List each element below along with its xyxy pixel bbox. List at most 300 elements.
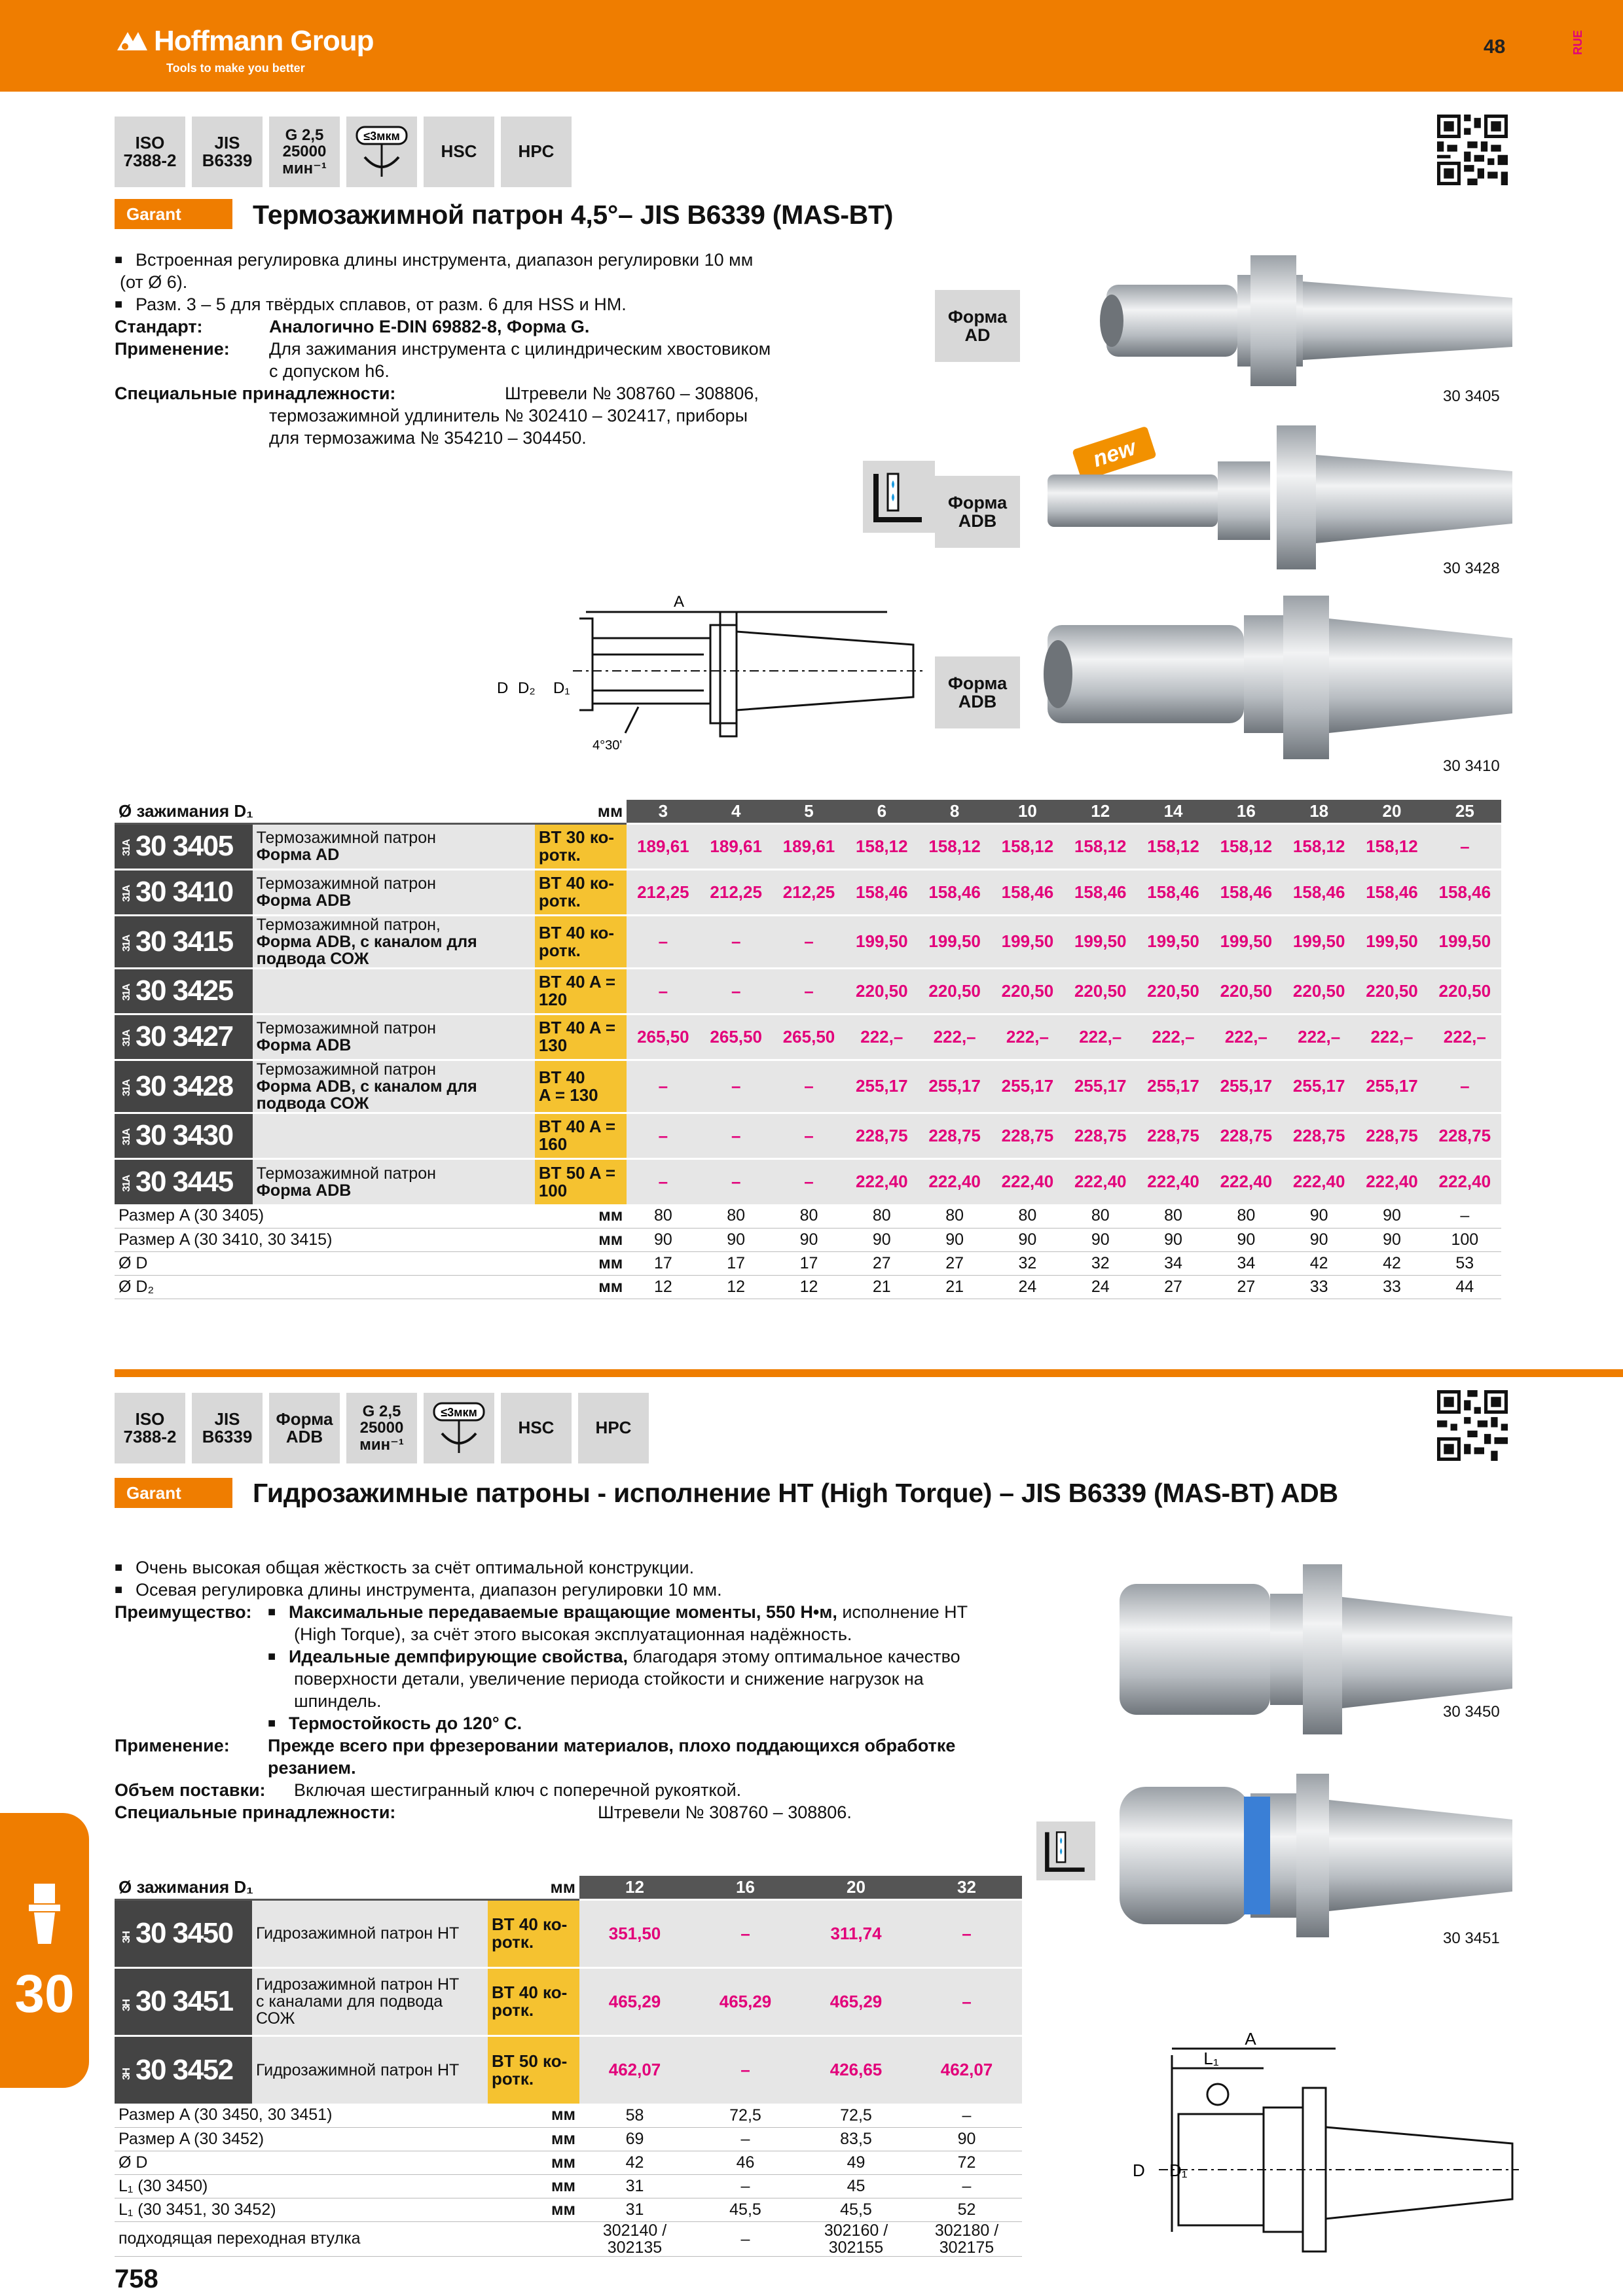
price-cell: 220,50	[1064, 968, 1137, 1014]
price-cell: –	[773, 1113, 845, 1158]
price-cell: 351,50	[579, 1899, 690, 1967]
price-cell: 255,17	[845, 1060, 918, 1113]
dimension-unit: мм	[488, 2127, 579, 2151]
dimension-value: 80	[1064, 1204, 1137, 1228]
size-col-header: 14	[1137, 800, 1209, 823]
price-cell: 199,50	[1137, 915, 1209, 968]
size-col-header: 25	[1429, 800, 1501, 823]
price-cell: 158,12	[991, 823, 1064, 869]
spec-badges-2	[115, 1393, 649, 1463]
dimension-value: 69	[579, 2127, 690, 2151]
table-row	[115, 1113, 1501, 1158]
product-image-303405	[1093, 236, 1512, 412]
price-cell: –	[627, 1158, 699, 1204]
dimension-value: 12	[700, 1275, 773, 1299]
dimension-value: 12	[627, 1275, 699, 1299]
dimension-value: –	[690, 2221, 801, 2256]
price-cell: 158,12	[1137, 823, 1209, 869]
price-cell: 228,75	[1210, 1113, 1283, 1158]
taper-spec: BT 40 A = 130	[535, 1060, 627, 1113]
dimension-row	[115, 1251, 1501, 1275]
application2-label: Применение:	[115, 1736, 230, 1755]
price-cell: 220,50	[1210, 968, 1283, 1014]
badge-runout	[346, 117, 417, 187]
price-cell: 222,40	[1429, 1158, 1501, 1204]
price-cell: –	[1429, 1060, 1501, 1113]
price-cell: –	[700, 1060, 773, 1113]
page-number-bottom: 758	[115, 2265, 158, 2293]
page-header	[0, 0, 1623, 92]
badge2-iso: ISO 7388-2	[115, 1393, 185, 1463]
clamp-diameter-label-2: Ø зажимания D₁	[115, 1876, 488, 1899]
price-cell: –	[911, 1967, 1022, 2036]
article-description: Гидрозажимной патрон HT	[252, 2036, 488, 2104]
badge2-balance: G 2,5 25000 мин⁻¹	[346, 1393, 417, 1463]
dim-d-label: D	[497, 679, 509, 697]
price-cell: 222,40	[991, 1158, 1064, 1204]
angle-label: 4°30'	[593, 738, 623, 753]
article-number[interactable]	[115, 1060, 253, 1113]
article-prefix: 31A	[121, 886, 132, 903]
price-cell: 255,17	[1283, 1060, 1355, 1113]
article-prefix: 3H	[121, 2068, 132, 2081]
price-cell: 158,46	[845, 869, 918, 915]
part-label-303410: 30 3410	[1443, 757, 1500, 775]
adv2-bold: Идеальные демпфирующие свойства,	[289, 1647, 628, 1666]
size-col-header: 18	[1283, 800, 1355, 823]
table-row	[115, 1014, 1501, 1060]
price-cell: 228,75	[1429, 1113, 1501, 1158]
price-cell: –	[911, 1899, 1022, 1967]
section2-description	[115, 1556, 1044, 1823]
price-cell: 158,46	[1283, 869, 1355, 915]
desc-line: Термозажимной патрон	[256, 829, 436, 847]
badge-balance: G 2,5 25000 мин⁻¹	[269, 117, 340, 187]
price-cell: 158,46	[1429, 869, 1501, 915]
article-prefix: 31A	[121, 935, 132, 952]
article-code: 30 3428	[136, 1069, 233, 1102]
delivery-label: Объем поставки:	[115, 1780, 266, 1800]
dimension-value: 90	[1210, 1228, 1283, 1251]
adv2-cont-2: шпиндель.	[294, 1691, 382, 1711]
dimension-value: 24	[1064, 1275, 1137, 1299]
language-code: RUE	[1571, 29, 1584, 55]
article-code: 30 3425	[136, 975, 233, 1007]
part-label-303450: 30 3450	[1443, 1703, 1500, 1721]
price-cell: 222,–	[1355, 1014, 1428, 1060]
dimension-value: 72	[911, 2151, 1022, 2174]
article-number[interactable]	[115, 1899, 252, 1967]
price-cell: 222,–	[1283, 1014, 1355, 1060]
dimension-value: 34	[1137, 1251, 1209, 1275]
article-description: Гидрозажимной патрон HT с каналами для подвода СОЖ	[252, 1967, 488, 2036]
dimension-row	[115, 1275, 1501, 1299]
size-col-header: 16	[690, 1876, 801, 1899]
price-cell: –	[690, 2036, 801, 2104]
dimension-value: 44	[1429, 1275, 1501, 1299]
price-cell: 158,46	[1355, 869, 1428, 915]
dimension-value: 32	[1064, 1251, 1137, 1275]
dimension-value: 42	[1283, 1251, 1355, 1275]
dimension-value: 72,5	[801, 2104, 911, 2127]
adv2-cont: поверхности детали, увеличение периода стойкости и снижение нагрузок на	[294, 1669, 924, 1689]
dimension-value: 80	[845, 1204, 918, 1228]
price-cell: 189,61	[700, 823, 773, 869]
dimension-value: 90	[1283, 1228, 1355, 1251]
price-cell: 212,25	[773, 869, 845, 915]
article-code: 30 3445	[136, 1165, 233, 1198]
price-cell: 158,12	[918, 823, 991, 869]
taper-spec: BT 40 ко- ротк.	[535, 915, 627, 968]
dimension-value: 49	[801, 2151, 911, 2174]
page-number-top: 48	[1484, 36, 1506, 58]
price-cell: 158,46	[1210, 869, 1283, 915]
dimension-value: 33	[1355, 1275, 1428, 1299]
price-cell: –	[627, 1060, 699, 1113]
price-cell: –	[700, 1158, 773, 1204]
dimension-row	[115, 1204, 1501, 1228]
unit-label-2: мм	[488, 1876, 579, 1899]
dimension-value: 90	[1355, 1228, 1428, 1251]
application-value-cont: с допуском h6.	[269, 361, 390, 381]
qr-code-icon[interactable]	[1437, 115, 1508, 185]
price-cell: 255,17	[1137, 1060, 1209, 1113]
price-cell: 158,46	[1064, 869, 1137, 915]
dimension-label: Размер A (30 3405)	[115, 1204, 535, 1228]
size-col-header: 5	[773, 800, 845, 823]
article-prefix: 31A	[121, 1030, 132, 1047]
price-cell: –	[773, 1158, 845, 1204]
coolant-icon	[863, 461, 935, 533]
dimension-value: 100	[1429, 1228, 1501, 1251]
part-label-303405: 30 3405	[1443, 387, 1500, 405]
dimension-value: 45,5	[801, 2198, 911, 2221]
hoffmann-logo-icon	[115, 29, 150, 53]
price-cell: 158,46	[1137, 869, 1209, 915]
dimension-value: 90	[845, 1228, 918, 1251]
price-cell: –	[773, 915, 845, 968]
bullet-2: ■ Разм. 3 – 5 для твёрдых сплавов, от разм. 6 для HSS и HM.	[115, 293, 802, 315]
desc-bold: Форма ADB	[256, 1036, 352, 1054]
accessories-value-1: Штревели № 308760 – 308806,	[505, 384, 759, 403]
article-number[interactable]	[115, 1014, 253, 1060]
price-cell: 158,12	[845, 823, 918, 869]
price-cell: 220,50	[918, 968, 991, 1014]
article-code: 30 3405	[136, 830, 233, 862]
price-cell: 255,17	[918, 1060, 991, 1113]
dimension-value: 46	[690, 2151, 801, 2174]
article-code: 30 3452	[136, 2053, 233, 2086]
article-code: 30 3451	[136, 1985, 233, 2017]
taper-spec: BT 50 ко- ротк.	[488, 2036, 579, 2104]
dimension-value: 52	[911, 2198, 1022, 2221]
dimension-value: 12	[773, 1275, 845, 1299]
unit-label: мм	[535, 800, 627, 823]
desc-bold: Форма ADB, с каналом для подвода СОЖ	[256, 1077, 477, 1113]
coolant-channel-badge	[863, 461, 935, 533]
desc-bold: Форма ADB, с каналом для подвода СОЖ	[256, 932, 477, 968]
product-image-303410	[1041, 589, 1512, 785]
dimension-value: 17	[773, 1251, 845, 1275]
price-cell: 222,40	[1137, 1158, 1209, 1204]
dimension-row	[115, 2104, 1022, 2127]
garant-brand-chip	[115, 199, 232, 229]
dimension-value: 90	[1283, 1204, 1355, 1228]
dimension-label: подходящая переходная втулка	[115, 2221, 488, 2256]
dimension-unit: мм	[488, 2198, 579, 2221]
price-cell: –	[700, 1113, 773, 1158]
price-cell: 220,50	[1283, 968, 1355, 1014]
dimension-value: 90	[1064, 1228, 1137, 1251]
badge-jis: JIS B6339	[192, 117, 263, 187]
dimension-value: 17	[627, 1251, 699, 1275]
price-cell: 220,50	[1355, 968, 1428, 1014]
dimension-value: 45,5	[690, 2198, 801, 2221]
adv1-text: исполнение HT	[842, 1602, 968, 1622]
article-prefix: 31A	[121, 984, 132, 1001]
hydraulic-chuck-price-table	[115, 1876, 1022, 2257]
dimension-value: 58	[579, 2104, 690, 2127]
dimension-unit: мм	[488, 2104, 579, 2127]
technical-drawing-shrink-chuck	[494, 592, 946, 776]
dimension-value: 302140 / 302135	[579, 2221, 690, 2256]
price-cell: 189,61	[773, 823, 845, 869]
price-cell: 220,50	[1137, 968, 1209, 1014]
price-cell: –	[773, 1060, 845, 1113]
price-cell: 228,75	[1137, 1113, 1209, 1158]
desc-bold: Форма ADB	[256, 891, 352, 910]
article-number[interactable]	[115, 869, 253, 915]
dimension-value: 31	[579, 2198, 690, 2221]
delivery-value: Включая шестигранный ключ с поперечной рукояткой.	[294, 1780, 742, 1800]
dimension-value: 42	[579, 2151, 690, 2174]
article-number[interactable]	[115, 823, 253, 869]
clamp-diameter-label: Ø зажимания D₁	[115, 800, 535, 823]
price-cell: –	[627, 1113, 699, 1158]
article-code: 30 3450	[136, 1917, 233, 1949]
price-cell: 465,29	[801, 1967, 911, 2036]
section1-description	[115, 249, 802, 449]
spec-badges	[115, 117, 572, 187]
badge-hpc: HPC	[501, 117, 572, 187]
dimension-value: 33	[1283, 1275, 1355, 1299]
dimension-value: 34	[1210, 1251, 1283, 1275]
dimension-row	[115, 2221, 1022, 2256]
price-cell: 228,75	[991, 1113, 1064, 1158]
application2-cont: резанием.	[268, 1758, 356, 1778]
price-cell: 158,46	[918, 869, 991, 915]
size-col-header: 12	[579, 1876, 690, 1899]
article-number[interactable]	[115, 968, 253, 1014]
dimension-value: 27	[845, 1251, 918, 1275]
dimension-value: 27	[1137, 1275, 1209, 1299]
brand-tagline: Tools to make you better	[166, 62, 305, 75]
article-prefix: 31A	[121, 840, 132, 857]
dimension-label: Ø D	[115, 1251, 535, 1275]
price-cell: 255,17	[991, 1060, 1064, 1113]
product-image-303451	[1113, 1761, 1512, 1950]
article-code: 30 3427	[136, 1020, 233, 1052]
price-cell: 212,25	[627, 869, 699, 915]
brand-logo	[115, 25, 374, 58]
new-badge: new	[1072, 426, 1157, 482]
table-row	[115, 1060, 1501, 1113]
dimension-value: 80	[991, 1204, 1064, 1228]
price-cell: 462,07	[911, 2036, 1022, 2104]
dimension-unit: мм	[535, 1228, 627, 1251]
badge2-hsc: HSC	[501, 1393, 572, 1463]
price-cell: 199,50	[918, 915, 991, 968]
runout-icon-2	[429, 1398, 489, 1458]
part-label-303428: 30 3428	[1443, 560, 1500, 577]
part-label-303451: 30 3451	[1443, 1929, 1500, 1947]
taper-spec: BT 40 A = 160	[535, 1113, 627, 1158]
article-number[interactable]	[115, 915, 253, 968]
price-cell: 228,75	[918, 1113, 991, 1158]
size-col-header: 20	[1355, 800, 1428, 823]
taper-spec: BT 40 ко- ротк.	[488, 1899, 579, 1967]
article-number[interactable]	[115, 1158, 253, 1204]
price-cell: 199,50	[991, 915, 1064, 968]
adv3-bold: Термостойкость до 120° C.	[289, 1713, 522, 1733]
dimension-value: 302160 / 302155	[801, 2221, 911, 2256]
price-cell: –	[690, 1899, 801, 1967]
table-row	[115, 2036, 1022, 2104]
dimension-value: 90	[991, 1228, 1064, 1251]
dimension-label: Размер A (30 3410, 30 3415)	[115, 1228, 535, 1251]
dimension-value: 80	[1210, 1204, 1283, 1228]
dimension-value: 90	[1137, 1228, 1209, 1251]
section2-title: Гидрозажимные патроны - исполнение HT (High Torque) – JIS B6339 (MAS-BT) ADB	[253, 1478, 1338, 1508]
dimension-value: 72,5	[690, 2104, 801, 2127]
price-cell: 158,12	[1355, 823, 1428, 869]
dimension-value: 31	[579, 2174, 690, 2198]
article-prefix: 31A	[121, 1129, 132, 1146]
article-description	[253, 1014, 535, 1060]
standard-value: Аналогично E-DIN 69882-8, Форма G.	[269, 317, 590, 336]
size-col-header: 12	[1064, 800, 1137, 823]
dimension-value: 80	[918, 1204, 991, 1228]
size-col-header: 4	[700, 800, 773, 823]
shrink-chuck-price-table	[115, 800, 1501, 1299]
article-description: Гидрозажимной патрон HT	[252, 1899, 488, 1967]
badge-iso: ISO 7388-2	[115, 117, 185, 187]
dimension-unit: мм	[488, 2174, 579, 2198]
price-cell: 426,65	[801, 2036, 911, 2104]
runout-text: ≤3мкм	[363, 130, 400, 143]
dim-a-label: A	[673, 593, 685, 611]
size-col-header: 10	[991, 800, 1064, 823]
dimension-value: 83,5	[801, 2127, 911, 2151]
price-cell: 255,17	[1210, 1060, 1283, 1113]
price-cell: 222,40	[1210, 1158, 1283, 1204]
application-value: Для зажимания инструмента с цилиндрическим хвостовиком	[269, 339, 771, 359]
bullet-1: ■ Встроенная регулировка длины инструмента, диапазон регулировки 10 мм	[115, 249, 802, 271]
taper-spec: BT 40 ко- ротк.	[535, 869, 627, 915]
price-cell: 199,50	[845, 915, 918, 968]
dimension-value: 90	[1355, 1204, 1428, 1228]
bullet2-1: ■ Очень высокая общая жёсткость за счёт оптимальной конструкции.	[115, 1556, 1044, 1579]
dimension-label: Размер A (30 3452)	[115, 2127, 488, 2151]
price-cell: 462,07	[579, 2036, 690, 2104]
article-description	[253, 1060, 535, 1113]
table-row	[115, 1899, 1022, 1967]
dimension-value: 21	[845, 1275, 918, 1299]
garant-label-2: Garant	[126, 1482, 181, 1503]
desc-line: Термозажимной патрон	[256, 1164, 436, 1183]
coolant-channel-badge-2	[1036, 1821, 1095, 1880]
price-cell: 222,–	[991, 1014, 1064, 1060]
price-cell: 220,50	[845, 968, 918, 1014]
size-header-row-2	[115, 1876, 1022, 1899]
dimension-value: 27	[1210, 1275, 1283, 1299]
dimension-value: 90	[700, 1228, 773, 1251]
dimension-value: –	[911, 2104, 1022, 2127]
price-cell: 228,75	[1064, 1113, 1137, 1158]
dimension-value: 80	[627, 1204, 699, 1228]
desc-bold: Форма ADB	[256, 1181, 352, 1200]
article-number[interactable]	[115, 1967, 252, 2036]
product-image-303428	[1041, 419, 1512, 576]
size-col-header: 3	[627, 800, 699, 823]
bullet2-2: ■ Осевая регулировка длины инструмента, диапазон регулировки 10 мм.	[115, 1579, 1044, 1601]
dimension-row	[115, 1228, 1501, 1251]
dimension-unit: мм	[488, 2151, 579, 2174]
qr-code-icon-2[interactable]	[1437, 1390, 1508, 1461]
toolholder-icon	[25, 1878, 64, 1950]
article-number[interactable]	[115, 1113, 253, 1158]
technical-drawing-hydraulic-chuck	[1120, 2029, 1525, 2258]
application-label: Применение:	[115, 339, 230, 359]
badge2-jis: JIS B6339	[192, 1393, 263, 1463]
badge2-form: Форма ADB	[269, 1393, 340, 1463]
runout-icon	[352, 122, 412, 182]
price-cell: 199,50	[1064, 915, 1137, 968]
accessories-value-3: для термозажима № 354210 – 304450.	[269, 428, 587, 448]
size-col-header: 8	[918, 800, 991, 823]
price-cell: –	[773, 968, 845, 1014]
advantage-label: Преимущество:	[115, 1602, 252, 1622]
dimension-value: 90	[918, 1228, 991, 1251]
table-row	[115, 823, 1501, 869]
price-cell: 228,75	[1283, 1113, 1355, 1158]
article-code: 30 3430	[136, 1119, 233, 1151]
accessories-value-2: термозажимной удлинитель № 302410 – 302417, приборы	[269, 406, 748, 425]
price-cell: 265,50	[627, 1014, 699, 1060]
size-col-header: 32	[911, 1876, 1022, 1899]
taper-spec: BT 40 A = 130	[535, 1014, 627, 1060]
dimension-unit: мм	[535, 1275, 627, 1299]
price-cell: 265,50	[700, 1014, 773, 1060]
dimension-value: 21	[918, 1275, 991, 1299]
section1-title: Термозажимной патрон 4,5°– JIS B6339 (MAS-BT)	[253, 200, 894, 230]
table-row	[115, 869, 1501, 915]
dimension-row	[115, 2127, 1022, 2151]
article-description	[253, 1113, 535, 1158]
desc-bold: Форма AD	[256, 846, 340, 864]
article-number[interactable]	[115, 2036, 252, 2104]
section-number: 30	[14, 1964, 75, 2024]
taper-spec: BT 40 ко- ротк.	[488, 1967, 579, 2036]
price-cell: 228,75	[845, 1113, 918, 1158]
price-cell: 222,40	[918, 1158, 991, 1204]
adv1-cont: (High Torque), за счёт этого высокая эксплуатационная надёжность.	[294, 1624, 852, 1644]
table-row	[115, 1967, 1022, 2036]
runout-text-2: ≤3мкм	[441, 1406, 477, 1419]
section-tab	[0, 1813, 89, 2088]
price-cell: 220,50	[991, 968, 1064, 1014]
dim-d2-label: D₂	[518, 679, 536, 697]
